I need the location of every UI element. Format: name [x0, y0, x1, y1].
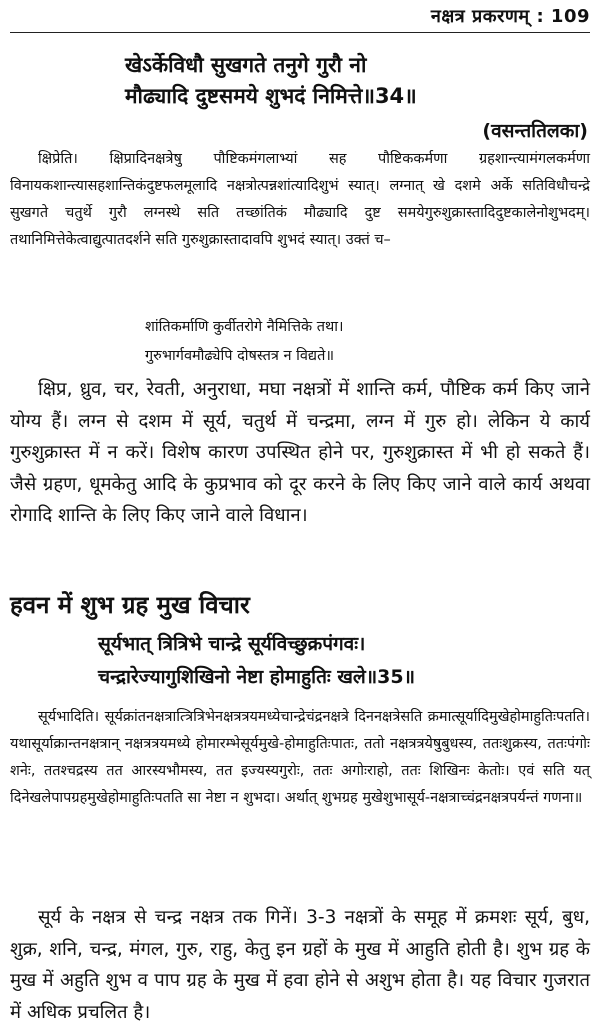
verse-35-line-2: चन्द्रारेज्यागुशिखिनो नेष्टा होमाहुतिः खले॥35॥ — [98, 666, 415, 688]
running-header: नक्षत्र प्रकरणम् : 109 — [430, 6, 590, 27]
verse-35 — [98, 628, 415, 694]
quoted-verse — [145, 313, 344, 371]
verse-34-line-1: खेऽर्केविधौ सुखगते तनुगे गुरौ नो — [125, 53, 367, 77]
sanskrit-commentary-1: क्षिप्रेति। क्षिप्रादिनक्षत्रेषु पौष्टिकमंगलाभ्यां सह पौष्टिककर्मणा ग्रहशान्त्यामंगलकर्मणा विनायकशान्त्यासहशान्तिकंदुष्टफलमूलादि नक्षत्रोत्पन्नशांत्यादिशुभं स्यात्। लग्नात् खे दशमे अर्के सतिविधौचन्द्रे सुखगते चतुर्थे गुरौ लग्नस्थे सति तच्छांतिकं मौढ्यादि दुष्ट समयेगुरुशुक्रास्तादिदुष्टकालेनोशुभदम्। तथानिमित्तेकेत्वाद्युत्पातदर्शने सति गुरुशुक्रास्तादावपि शुभदं स्यात्। उक्तं च– — [10, 151, 590, 248]
verse-35-line-1: सूर्यभात् त्रित्रिभे चान्द्रे सूर्यविच्छुक्रपंगवः। — [98, 633, 366, 655]
sanskrit-commentary-2: सूर्यभादिति। सूर्यक्रांतनक्षत्रात्त्रित्रिभेनक्षत्रत्रयमध्येचान्द्रेचंद्रनक्षत्रे दिननक्षत्रेसति क्रमात्सूर्यादिमुखेहोमाहुतिःपतति। यथासूर्याक्रान्तनक्षत्रान् नक्षत्रत्रयमध्ये होमारम्भेसूर्यमुखे-होमाहुतिःपातः, ततो नक्षत्रत्रयेषुबुधस्य, ततःशुक्रस्य, ततःपंगोः शनेः, ततश्चद्रस्य तत आरस्यभौमस्य, तत इज्यस्यगुरोः, ततः अगोःराहो, ततः शिखिनः केतोः। एवं सति यत् दिनेखलेपापग्रहमुखेहोमाहुतिःपतति सा नेष्टा न शुभदा। अर्थात् शुभग्रह मुखेशुभासूर्य-नक्षत्राच्चंद्रनक्षत्रपर्यन्तं गणना॥ — [10, 709, 590, 806]
quoted-verse-line-2: गुरुभार्गवमौढ्येपि दोषस्तत्र न विद्यते॥ — [145, 348, 335, 364]
verse-34 — [125, 50, 417, 112]
meter-label: (वसन्ततिलका) — [482, 120, 588, 142]
section-heading: हवन में शुभ ग्रह मुख विचार — [10, 591, 250, 619]
hindi-explanation-1: क्षिप्र, ध्रुव, चर, रेवती, अनुराधा, मघा नक्षत्रों में शान्ति कर्म, पौष्टिक कर्म किए जाने योग्य हैं। लग्न से दशम में सूर्य, चतुर्थ में चन्द्रमा, लग्न में गुरु हो। लेकिन ये कार्य गुरुशुक्रास्त में न करें। विशेष कारण उपस्थित होने पर, गुरुशुक्रास्त में भी हो सकते हैं। जैसे ग्रहण, धूमकेतु आदि के कुप्रभाव को दूर करने के लिए किए जाने वाले कार्य अथवा रोगादि शान्ति के लिए किए जाने वाले विधान। — [10, 379, 590, 526]
hindi-explanation-2: सूर्य के नक्षत्र से चन्द्र नक्षत्र तक गिनें। 3-3 नक्षत्रों के समूह में क्रमशः सूर्य, बुध, शुक्र, शनि, चन्द्र, मंगल, गुरु, राहु, केतु इन ग्रहों के मुख में आहुति होती है। शुभ ग्रह के मुख में अहुति शुभ व पाप ग्रह के मुख में हवा होने से अशुभ होता है। यह विचार गुजरात में अधिक प्रचलित है। — [10, 907, 590, 1023]
quoted-verse-line-1: शांतिकर्माणि कुर्वीतरोगे नैमित्तिके तथा। — [145, 319, 344, 335]
header-divider — [10, 32, 590, 33]
verse-34-line-2: मौढ्यादि दुष्टसमये शुभदं निमित्ते॥34॥ — [125, 84, 417, 108]
